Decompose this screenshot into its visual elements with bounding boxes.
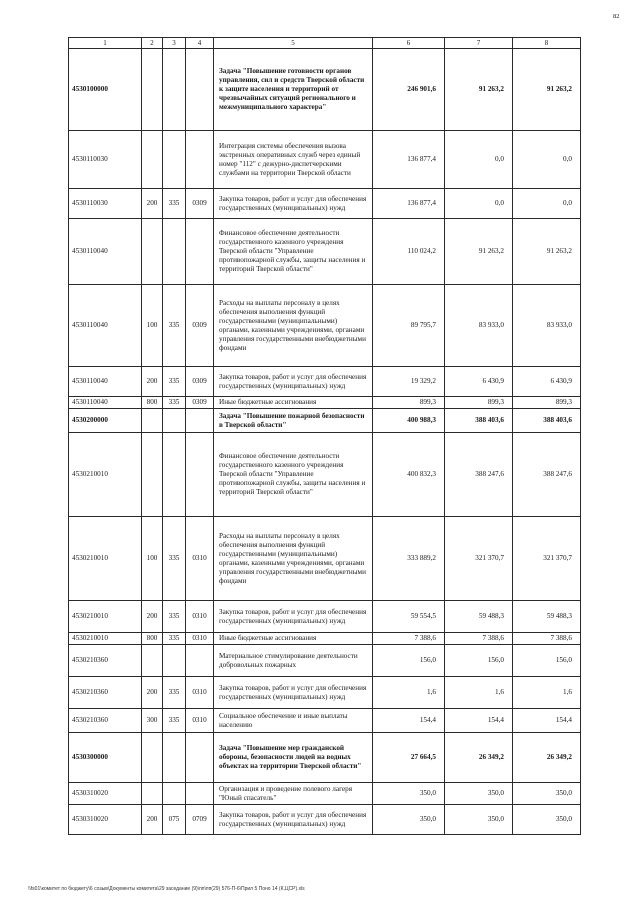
row-amount-col6-cell: 19 329,2 xyxy=(373,367,445,397)
row-amount-col6-cell: 400 988,3 xyxy=(373,409,445,433)
table-row xyxy=(69,409,581,433)
row-description-cell: Закупка товаров, работ и услуг для обеспечения государственных (муниципальных) нужд xyxy=(214,601,373,633)
row-admin-code-cell: 335 xyxy=(163,633,186,645)
row-description-cell: Закупка товаров, работ и услуг для обеспечения государственных (муниципальных) нужд xyxy=(214,189,373,219)
row-description-cell: Задача "Повышение пожарной безопасности в Тверской области" xyxy=(214,409,373,433)
row-description-cell: Расходы на выплаты персоналу в целях обеспечения выполнения функций государственными (муниципальными) органами, казенными учреждениями, органами управления государственными внебюджетными фондами xyxy=(214,285,373,367)
row-section-cell xyxy=(186,409,214,433)
row-admin-code-cell xyxy=(163,645,186,677)
row-amount-col7-cell: 83 933,0 xyxy=(445,285,513,367)
row-amount-col6-cell: 400 832,3 xyxy=(373,433,445,517)
column-number-4: 4 xyxy=(186,38,214,49)
row-section-cell: 0310 xyxy=(186,633,214,645)
table-row xyxy=(69,783,581,805)
row-amount-col8-cell: 91 263,2 xyxy=(513,219,581,285)
row-code-cell: 4530300000 xyxy=(69,733,142,783)
row-code-cell: 4530110040 xyxy=(69,219,142,285)
row-expense-type-cell xyxy=(142,409,163,433)
row-expense-type-cell: 100 xyxy=(142,517,163,601)
row-expense-type-cell xyxy=(142,783,163,805)
table-row xyxy=(69,633,581,645)
row-expense-type-cell xyxy=(142,219,163,285)
row-code-cell: 4530110040 xyxy=(69,367,142,397)
budget-table xyxy=(68,37,581,835)
row-description-cell: Закупка товаров, работ и услуг для обеспечения государственных (муниципальных) нужд xyxy=(214,805,373,835)
row-amount-col8-cell: 156,0 xyxy=(513,645,581,677)
row-amount-col6-cell: 27 664,5 xyxy=(373,733,445,783)
page-number: 82 xyxy=(613,13,620,20)
table-row xyxy=(69,517,581,601)
row-expense-type-cell: 200 xyxy=(142,601,163,633)
row-expense-type-cell xyxy=(142,49,163,131)
row-description-cell: Закупка товаров, работ и услуг для обеспечения государственных (муниципальных) нужд xyxy=(214,677,373,709)
row-amount-col6-cell: 136 877,4 xyxy=(373,131,445,189)
row-amount-col7-cell: 154,4 xyxy=(445,709,513,733)
row-section-cell xyxy=(186,131,214,189)
row-amount-col6-cell: 899,3 xyxy=(373,397,445,409)
row-section-cell xyxy=(186,49,214,131)
row-admin-code-cell xyxy=(163,733,186,783)
row-admin-code-cell: 335 xyxy=(163,709,186,733)
row-description-cell: Материальное стимулирование деятельности добровольных пожарных xyxy=(214,645,373,677)
table-row xyxy=(69,397,581,409)
table-row xyxy=(69,601,581,633)
row-admin-code-cell xyxy=(163,783,186,805)
row-expense-type-cell: 200 xyxy=(142,189,163,219)
table-row xyxy=(69,677,581,709)
row-section-cell: 0309 xyxy=(186,189,214,219)
row-amount-col8-cell: 7 388,6 xyxy=(513,633,581,645)
row-expense-type-cell xyxy=(142,433,163,517)
row-amount-col6-cell: 59 554,5 xyxy=(373,601,445,633)
row-amount-col8-cell: 1,6 xyxy=(513,677,581,709)
row-amount-col6-cell: 110 024,2 xyxy=(373,219,445,285)
row-amount-col6-cell: 350,0 xyxy=(373,805,445,835)
row-amount-col8-cell: 321 370,7 xyxy=(513,517,581,601)
row-section-cell xyxy=(186,783,214,805)
row-amount-col7-cell: 350,0 xyxy=(445,783,513,805)
column-number-2: 2 xyxy=(142,38,163,49)
table-row xyxy=(69,49,581,131)
column-number-3: 3 xyxy=(163,38,186,49)
table-row xyxy=(69,285,581,367)
file-path-footer: \\fs01\комитет по бюджету\6 созыв\Документы комитета\29 заседание (9)\пп\пп(29) 576-П-6\Прил 5 Поно 14 (К,ЦСР).xls xyxy=(28,886,305,892)
row-amount-col6-cell: 156,0 xyxy=(373,645,445,677)
row-description-cell: Иные бюджетные ассигнования xyxy=(214,633,373,645)
row-amount-col7-cell: 59 488,3 xyxy=(445,601,513,633)
row-amount-col8-cell: 350,0 xyxy=(513,783,581,805)
row-amount-col7-cell: 388 247,6 xyxy=(445,433,513,517)
row-amount-col8-cell: 26 349,2 xyxy=(513,733,581,783)
row-admin-code-cell: 335 xyxy=(163,601,186,633)
row-amount-col7-cell: 899,3 xyxy=(445,397,513,409)
row-description-cell: Задача "Повышение готовности органов управления, сил и средств Тверской области к защите населения и территорий от чрезвычайных ситуаций регионального и межмуниципального характера" xyxy=(214,49,373,131)
row-amount-col8-cell: 899,3 xyxy=(513,397,581,409)
row-amount-col7-cell: 6 430,9 xyxy=(445,367,513,397)
row-amount-col6-cell: 333 889,2 xyxy=(373,517,445,601)
column-number-1: 1 xyxy=(69,38,142,49)
row-expense-type-cell xyxy=(142,131,163,189)
row-description-cell: Финансовое обеспечение деятельности государственного казенного учреждения Тверской области "Управление противопожарной службы, защиты населения и территорий Тверской области" xyxy=(214,219,373,285)
row-amount-col6-cell: 7 388,6 xyxy=(373,633,445,645)
row-amount-col7-cell: 388 403,6 xyxy=(445,409,513,433)
row-admin-code-cell: 335 xyxy=(163,367,186,397)
row-amount-col7-cell: 91 263,2 xyxy=(445,49,513,131)
column-number-7: 7 xyxy=(445,38,513,49)
table-row xyxy=(69,805,581,835)
column-number-5: 5 xyxy=(214,38,373,49)
row-amount-col7-cell: 26 349,2 xyxy=(445,733,513,783)
row-amount-col6-cell: 246 901,6 xyxy=(373,49,445,131)
row-section-cell: 0309 xyxy=(186,397,214,409)
row-code-cell: 4530210010 xyxy=(69,433,142,517)
table-row xyxy=(69,131,581,189)
row-description-cell: Финансовое обеспечение деятельности государственного казенного учреждения Тверской области "Управление противопожарной службы, защиты населения и территорий Тверской области" xyxy=(214,433,373,517)
table-row xyxy=(69,645,581,677)
row-amount-col6-cell: 89 795,7 xyxy=(373,285,445,367)
row-description-cell: Задача "Повышение мер гражданской обороны, безопасности людей на водных объектах на территории Тверской области" xyxy=(214,733,373,783)
row-admin-code-cell: 335 xyxy=(163,397,186,409)
row-admin-code-cell: 335 xyxy=(163,677,186,709)
row-amount-col7-cell: 0,0 xyxy=(445,131,513,189)
row-code-cell: 4530110030 xyxy=(69,131,142,189)
row-code-cell: 4530210360 xyxy=(69,677,142,709)
row-admin-code-cell xyxy=(163,49,186,131)
row-description-cell: Организация и проведение полевого лагеря "Юный спасатель" xyxy=(214,783,373,805)
row-code-cell: 4530210010 xyxy=(69,633,142,645)
table-row xyxy=(69,433,581,517)
row-description-cell: Иные бюджетные ассигнования xyxy=(214,397,373,409)
row-code-cell: 4530310020 xyxy=(69,805,142,835)
row-amount-col7-cell: 1,6 xyxy=(445,677,513,709)
row-section-cell: 0309 xyxy=(186,285,214,367)
row-amount-col7-cell: 91 263,2 xyxy=(445,219,513,285)
table-row xyxy=(69,189,581,219)
row-section-cell: 0310 xyxy=(186,517,214,601)
row-code-cell: 4530100000 xyxy=(69,49,142,131)
row-section-cell: 0310 xyxy=(186,601,214,633)
row-section-cell: 0310 xyxy=(186,677,214,709)
row-section-cell xyxy=(186,645,214,677)
row-expense-type-cell: 300 xyxy=(142,709,163,733)
row-code-cell: 4530110030 xyxy=(69,189,142,219)
row-amount-col6-cell: 136 877,4 xyxy=(373,189,445,219)
row-description-cell: Расходы на выплаты персоналу в целях обеспечения выполнения функций государственными (муниципальными) органами, казенными учреждениями, органами управления государственными внебюджетными фондами xyxy=(214,517,373,601)
row-expense-type-cell xyxy=(142,733,163,783)
row-amount-col8-cell: 0,0 xyxy=(513,131,581,189)
row-description-cell: Интеграция системы обеспечения вызова экстренных оперативных служб через единый номер "112" с дежурно-диспетчерскими службами на территории Тверской области xyxy=(214,131,373,189)
table-row xyxy=(69,709,581,733)
row-amount-col8-cell: 83 933,0 xyxy=(513,285,581,367)
row-code-cell: 4530200000 xyxy=(69,409,142,433)
row-description-cell: Закупка товаров, работ и услуг для обеспечения государственных (муниципальных) нужд xyxy=(214,367,373,397)
row-expense-type-cell: 800 xyxy=(142,633,163,645)
row-section-cell: 0310 xyxy=(186,709,214,733)
row-amount-col8-cell: 154,4 xyxy=(513,709,581,733)
row-section-cell xyxy=(186,219,214,285)
row-amount-col8-cell: 59 488,3 xyxy=(513,601,581,633)
row-admin-code-cell xyxy=(163,409,186,433)
row-code-cell: 4530110040 xyxy=(69,397,142,409)
row-amount-col6-cell: 350,0 xyxy=(373,783,445,805)
row-amount-col7-cell: 156,0 xyxy=(445,645,513,677)
table-header-row xyxy=(69,38,581,49)
row-code-cell: 4530210360 xyxy=(69,645,142,677)
row-section-cell: 0709 xyxy=(186,805,214,835)
row-amount-col8-cell: 350,0 xyxy=(513,805,581,835)
row-amount-col8-cell: 388 403,6 xyxy=(513,409,581,433)
row-amount-col7-cell: 321 370,7 xyxy=(445,517,513,601)
row-amount-col8-cell: 6 430,9 xyxy=(513,367,581,397)
row-amount-col7-cell: 7 388,6 xyxy=(445,633,513,645)
table-row xyxy=(69,367,581,397)
row-code-cell: 4530110040 xyxy=(69,285,142,367)
row-expense-type-cell: 800 xyxy=(142,397,163,409)
row-code-cell: 4530210010 xyxy=(69,601,142,633)
row-admin-code-cell xyxy=(163,433,186,517)
row-expense-type-cell: 200 xyxy=(142,677,163,709)
row-section-cell xyxy=(186,433,214,517)
row-admin-code-cell: 335 xyxy=(163,285,186,367)
row-amount-col6-cell: 154,4 xyxy=(373,709,445,733)
row-amount-col7-cell: 350,0 xyxy=(445,805,513,835)
row-expense-type-cell: 100 xyxy=(142,285,163,367)
row-admin-code-cell: 335 xyxy=(163,189,186,219)
row-code-cell: 4530210360 xyxy=(69,709,142,733)
row-expense-type-cell xyxy=(142,645,163,677)
column-number-6: 6 xyxy=(373,38,445,49)
row-amount-col6-cell: 1,6 xyxy=(373,677,445,709)
row-description-cell: Социальное обеспечение и иные выплаты населению xyxy=(214,709,373,733)
row-code-cell: 4530310020 xyxy=(69,783,142,805)
row-expense-type-cell: 200 xyxy=(142,367,163,397)
row-admin-code-cell: 335 xyxy=(163,517,186,601)
row-admin-code-cell xyxy=(163,219,186,285)
row-section-cell xyxy=(186,733,214,783)
row-admin-code-cell xyxy=(163,131,186,189)
row-amount-col8-cell: 0,0 xyxy=(513,189,581,219)
row-amount-col8-cell: 91 263,2 xyxy=(513,49,581,131)
table-row xyxy=(69,733,581,783)
row-admin-code-cell: 075 xyxy=(163,805,186,835)
table-row xyxy=(69,219,581,285)
row-code-cell: 4530210010 xyxy=(69,517,142,601)
row-expense-type-cell: 200 xyxy=(142,805,163,835)
column-number-8: 8 xyxy=(513,38,581,49)
row-amount-col7-cell: 0,0 xyxy=(445,189,513,219)
row-section-cell: 0309 xyxy=(186,367,214,397)
row-amount-col8-cell: 388 247,6 xyxy=(513,433,581,517)
